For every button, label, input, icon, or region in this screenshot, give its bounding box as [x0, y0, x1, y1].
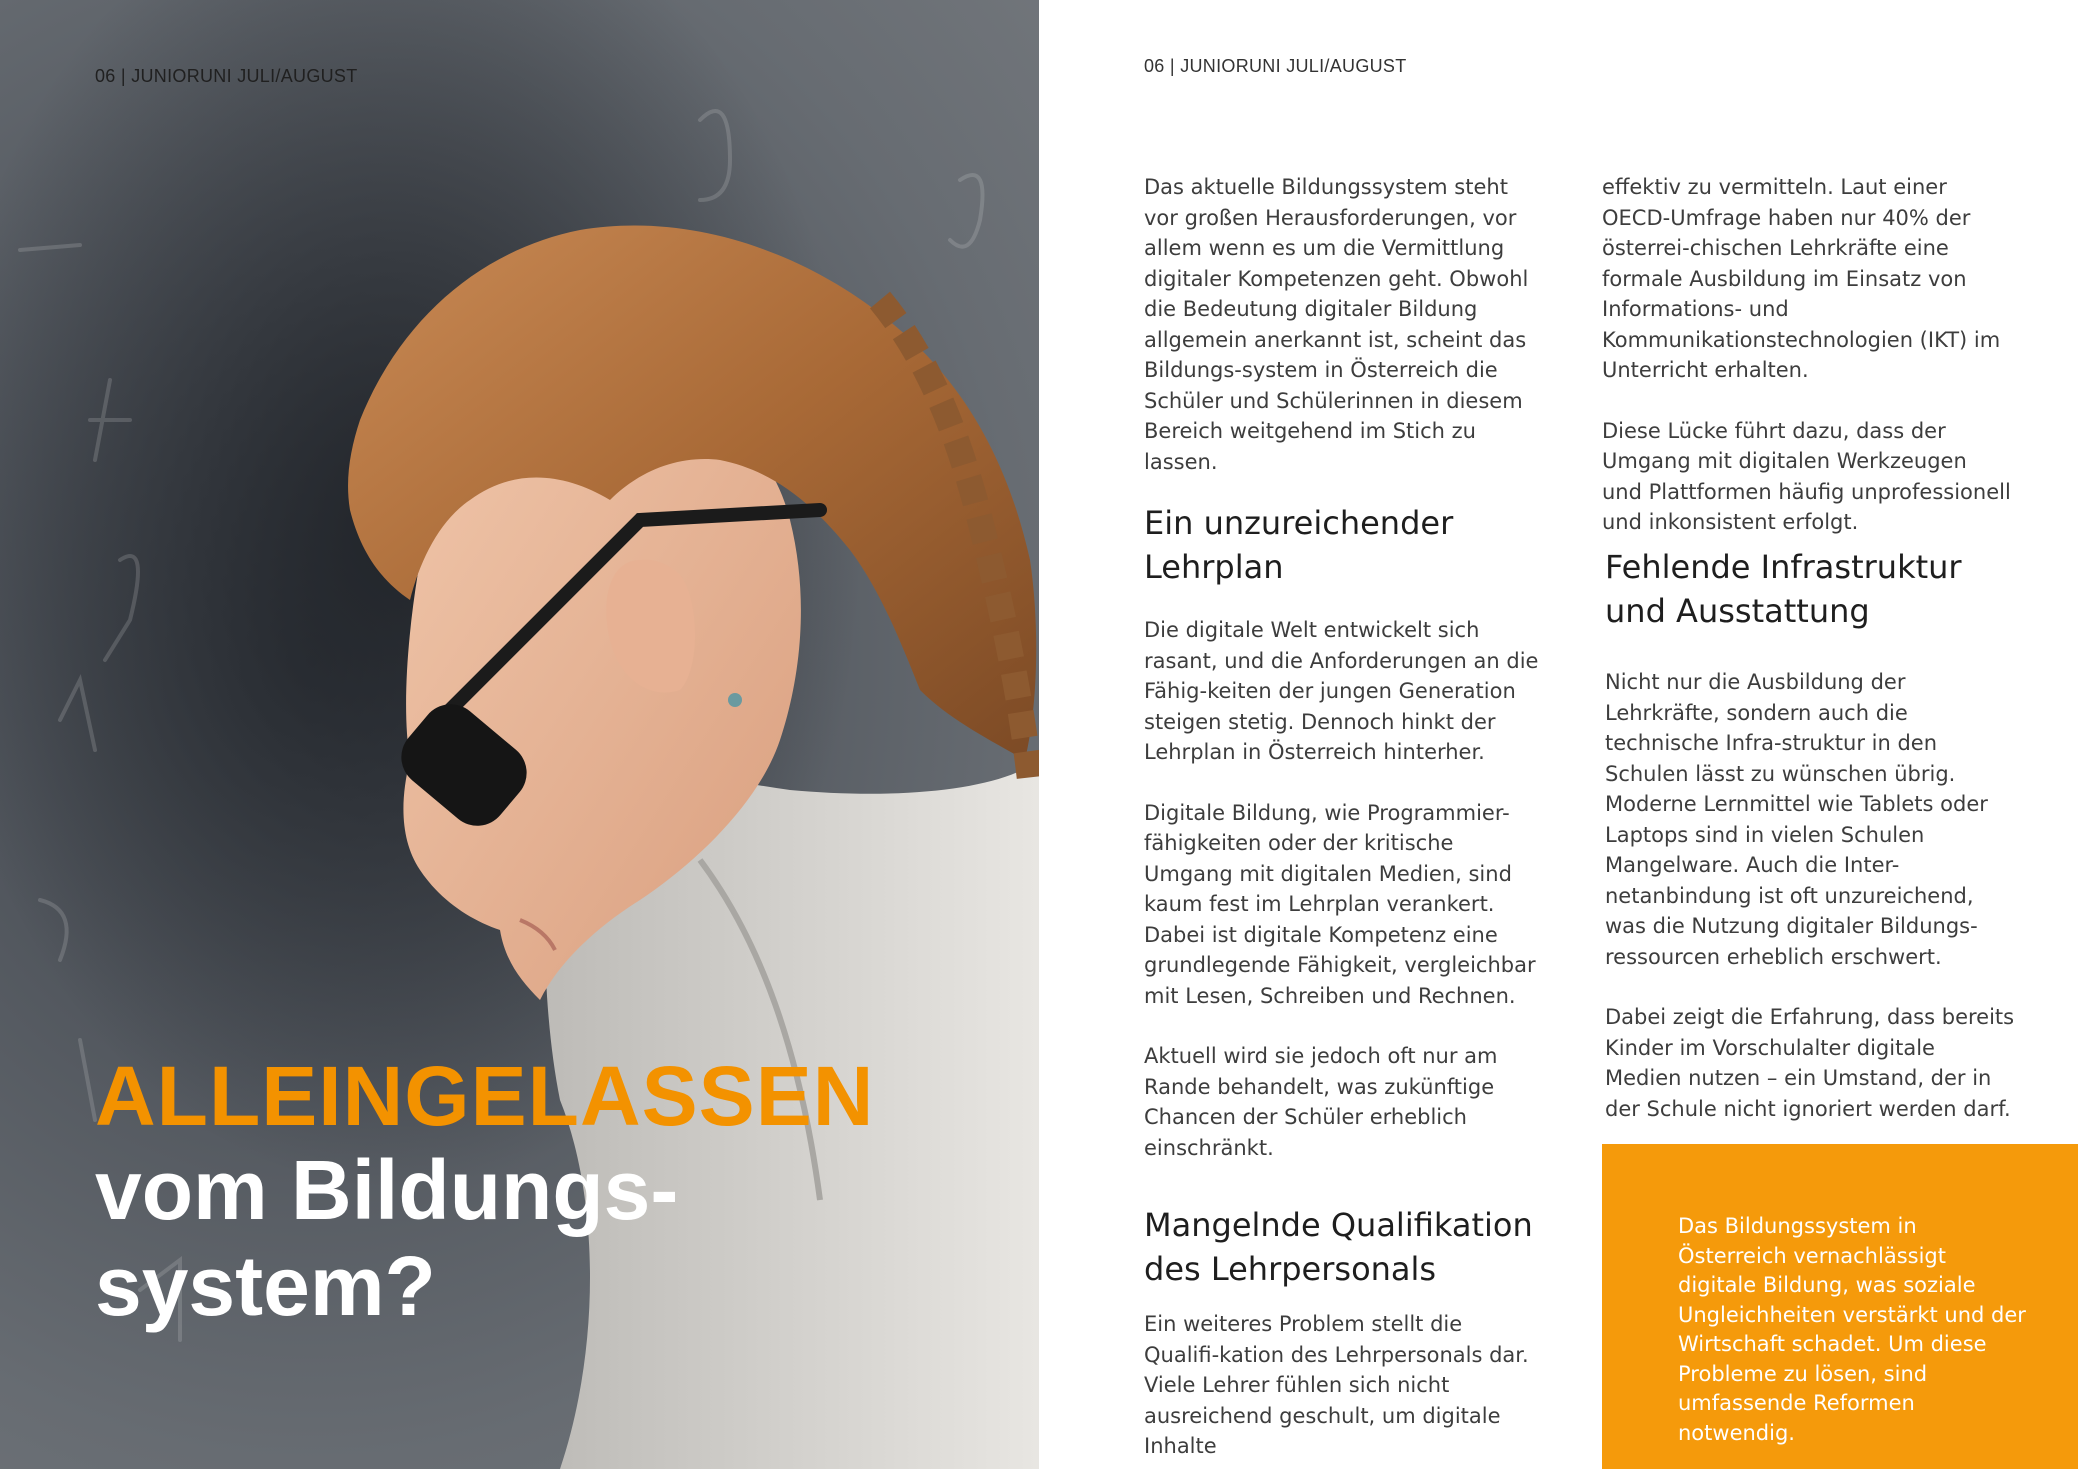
paragraph: Aktuell wird sie jedoch oft nur am Rande behandelt, was zukünftige Chancen der Schüler erheblich einschränkt. — [1144, 1044, 1498, 1160]
article-column-1 — [1144, 172, 1544, 1462]
title-accent: ALLEINGELASSEN — [95, 1049, 875, 1143]
heading-lehrplan: Ein unzureichender Lehrplan — [1144, 504, 1454, 586]
intro-paragraph: Das aktuelle Bildungssystem steht vor großen Herausforderungen, vor allem wenn es um die Vermittlung digitaler Kompetenzen geht. Obwohl die Bedeutung digitaler Bildung allgemein anerkannt ist, scheint das Bildungs-system in Österreich die Schüler und Schülerinnen in diesem Bereich weitgehend im Stich zu lassen. — [1144, 175, 1529, 474]
article-column-2 — [1602, 172, 2012, 538]
paragraph: Nicht nur die Ausbildung der Lehrkräfte, sondern auch die technische Infra-struktur in den Schulen lässt zu wünschen übrig. Moderne Lernmittel wie Tablets oder Laptops sind in vielen Schulen Mangelware. Auch die Inter-netanbindung ist oft unzureichend, was die Nutzung digitaler Bildungs-ressourcen erheblich erschwert. — [1605, 670, 1988, 969]
paragraph: Diese Lücke führt dazu, dass der Umgang mit digitalen Werkzeugen und Plattformen häufig unprofessionell und inkonsistent erfolgt. — [1602, 418, 2011, 534]
title-line-2: system? — [95, 1239, 436, 1333]
right-folio: 06 | JUNIORUNI JULI/AUGUST — [1144, 56, 1407, 76]
paragraph: Die digitale Welt entwickelt sich rasant, und die Anforderungen an die Fähig-keiten der jungen Generation steigen stetig. Dennoch hinkt der Lehrplan in Österreich hinterher. — [1144, 618, 1539, 764]
heading-infrastruktur: Fehlende Infrastruktur und Ausstattung — [1605, 548, 1962, 630]
title-line-1: vom Bildungs- — [95, 1143, 679, 1237]
callout-box — [1602, 1144, 2078, 1469]
paragraph: Dabei zeigt die Erfahrung, dass bereits Kinder im Vorschulalter digitale Medien nutzen – ein Umstand, der in der Schule nicht ignoriert werden darf. — [1605, 1005, 2015, 1121]
paragraph: Ein weiteres Problem stellt die Qualifi-kation des Lehrpersonals dar. Viele Lehrer fühlen sich nicht ausreichend geschult, um digitale Inhalte — [1144, 1312, 1529, 1458]
left-folio: 06 | JUNIORUNI JULI/AUGUST — [95, 66, 358, 86]
heading-qualifikation: Mangelnde Qualifikation des Lehrpersonals — [1144, 1206, 1533, 1288]
callout-text: Das Bildungssystem in Österreich vernachlässigt digitale Bildung, was soziale Ungleichheiten verstärkt und der Wirtschaft schadet. Um diese Probleme zu lösen, sind umfassende Reformen notwendig. — [1678, 1214, 2026, 1445]
article-column-2-lower — [1605, 545, 2015, 1124]
cover-title — [95, 1050, 874, 1334]
paragraph: effektiv zu vermitteln. Laut einer OECD-Umfrage haben nur 40% der österrei-chischen Lehrkräfte eine formale Ausbildung im Einsatz von Informations- und Kommunikationstechnologien (IKT) im Unterricht erhalten. — [1602, 175, 2001, 382]
paragraph: Digitale Bildung, wie Programmier-fähigkeiten oder der kritische Umgang mit digitalen Medien, sind kaum fest im Lehrplan verankert. Dabei ist digitale Kompetenz eine grundlegende Fähigkeit, vergleichbar mit Lesen, Schreiben und Rechnen. — [1144, 800, 1536, 1008]
